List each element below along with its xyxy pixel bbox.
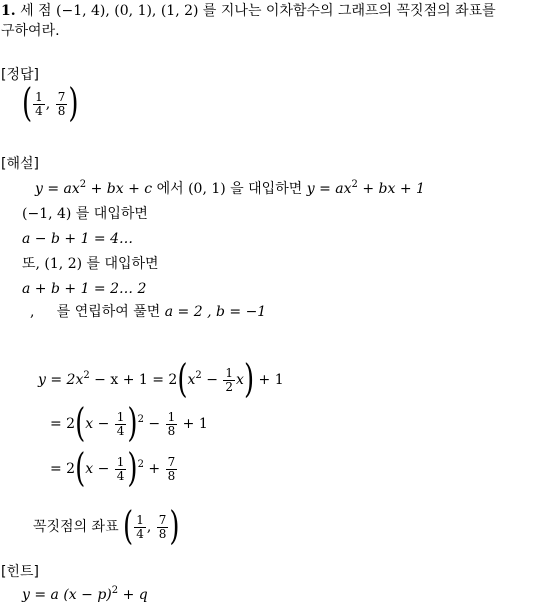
solution-line-1: $y = ax^2$ + bx + c 에서 (0, 1) 을 대입하면 $y = ax^2$ + bx + 1 — [35, 179, 425, 197]
solution-line-5: a + b + 1 = 2… 2 — [22, 281, 147, 297]
solution-line-6: , 를 연립하여 풀면 a = 2 , b = −1 — [30, 304, 267, 320]
hint-formula: y = a $(x - p)^2 + q$ — [22, 585, 148, 603]
solution-line-2: (−1, 4) 를 대입하면 — [22, 206, 148, 222]
answer-label: [정답] — [1, 67, 39, 83]
equation-3: = 2(x − $\frac{1}{4}$ )$^2$ + $\frac{7}{8}$ — [50, 446, 176, 492]
equation-1: $y = 2x^2 - x + 1 = 2(x^2$ − $\frac{1}{2}$ x) + 1 — [38, 357, 284, 403]
answer-value: ( $\frac{1}{4}$ , $\frac{7}{8}$ ) — [22, 81, 79, 127]
hint-label: [힌트] — [1, 564, 39, 580]
answer-x-fraction: $\frac{1}{4}$ — [35, 89, 43, 118]
solution-label: [해설] — [1, 156, 39, 172]
solution-line-4: 또, (1, 2) 를 대입하면 — [22, 256, 159, 272]
answer-y-fraction: $\frac{7}{8}$ — [57, 89, 66, 118]
problem-line-2: 구하여라. — [1, 23, 60, 39]
problem-number: 1. — [1, 3, 16, 19]
solution-line-3: a − b + 1 = 4… — [22, 231, 134, 247]
problem-text: 세 점 (−1, 4), (0, 1), (1, 2) 를 지나는 이차함수의 그래프의 꼭짓점의 좌표를 — [20, 3, 496, 19]
equation-2: = 2(x − $\frac{1}{4}$ )$^2$ − $\frac{1}{8}$ + 1 — [50, 401, 208, 447]
problem-line-1 — [1, 2, 496, 20]
vertex-result: 꼭짓점의 좌표 ( $\frac{1}{4}$ , $\frac{7}{8}$ ) — [33, 504, 180, 550]
